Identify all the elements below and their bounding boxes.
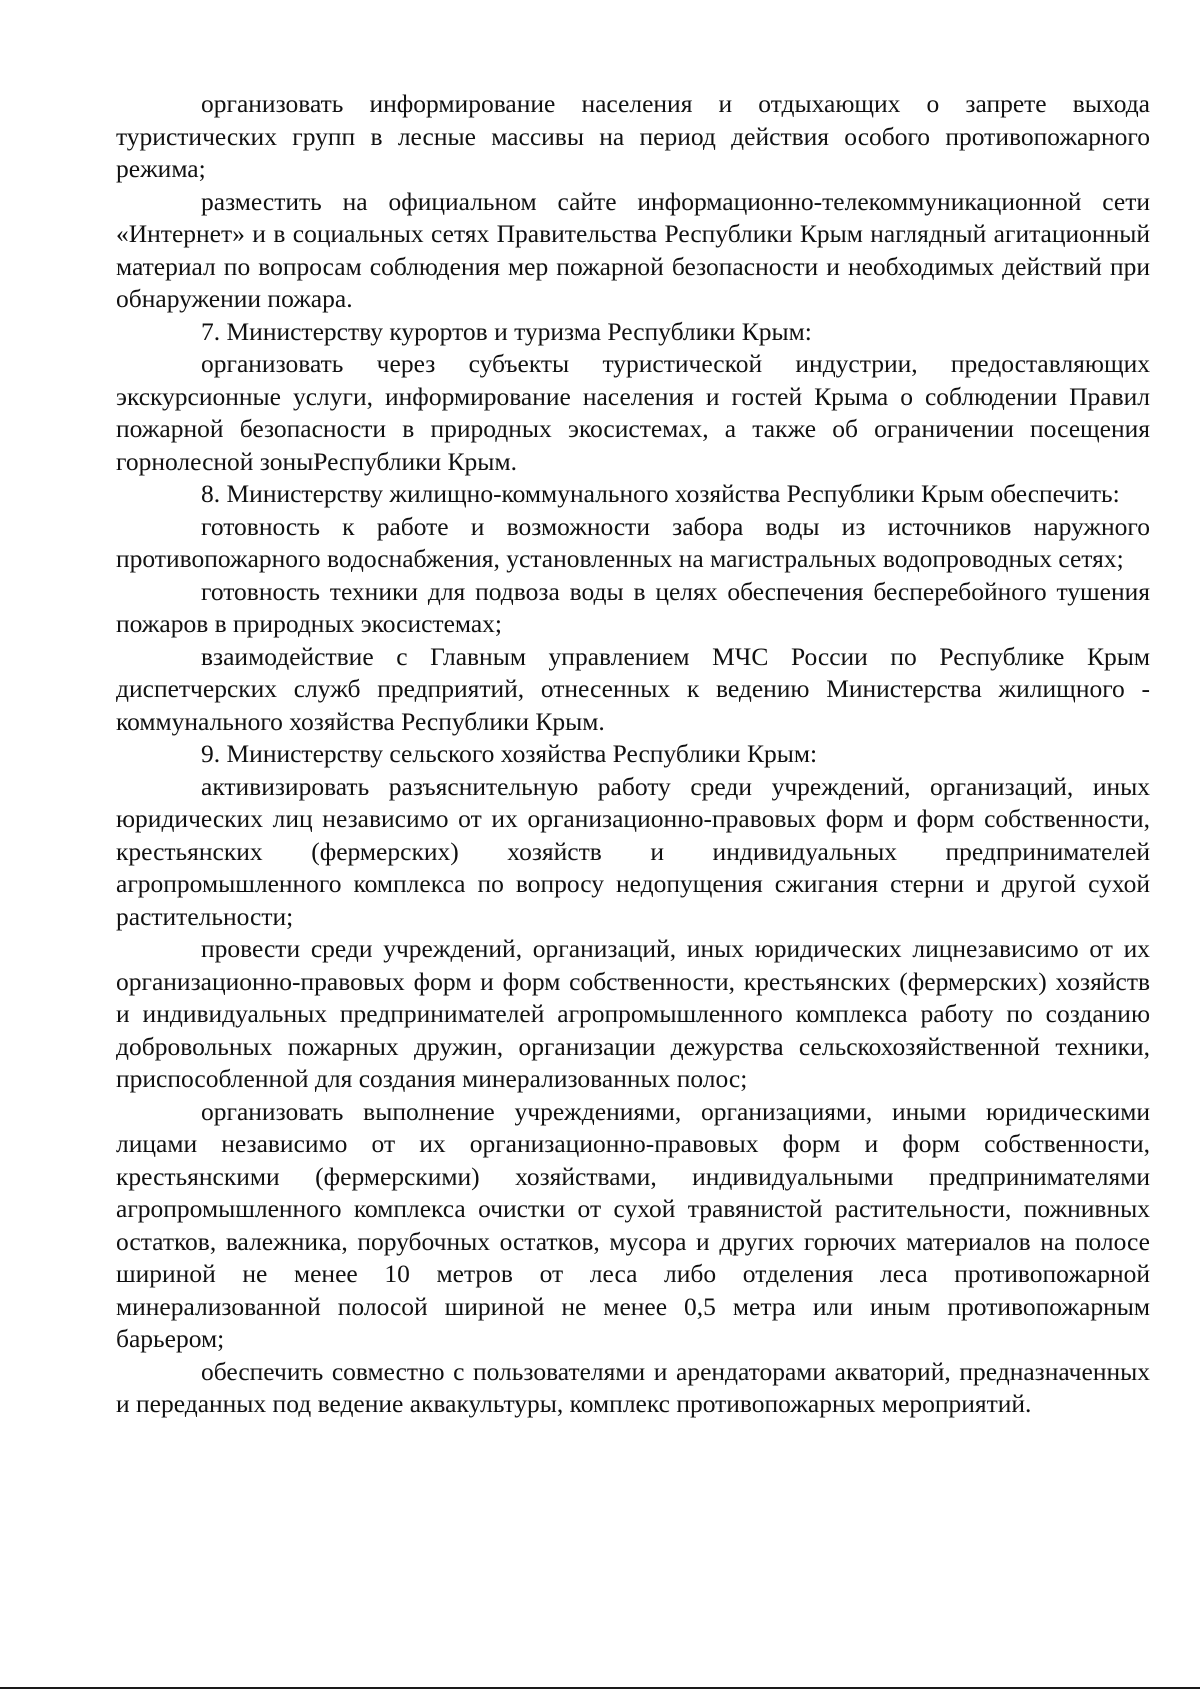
paragraph-website-materials: разместить на официальном сайте информационно-телекоммуникационной сети «Интернет» и в социальных сетях Правительства Республики Крым наглядный агитационный материал по вопросам соблюдения мер пожарной безопасности и необходимых действий при обнаружении пожара.: [116, 186, 1150, 313]
paragraph-tourism-industry: организовать через субъекты туристической индустрии, предоставляющих экскурсионные услуги, информирование населения и гостей Крыма о соблюдении Правил пожарной безопасности в природных экосистемах, а также об ограничении посещения горнолесной зоныРеспублики Крым.: [116, 349, 1150, 476]
paragraph-volunteer-fire-brigades: провести среди учреждений, организаций, иных юридических лицнезависимо от их организационно-правовых форм и форм собственности, крестьянских (фермерских) хозяйств и индивидуальных предпринимателей агропромышленного комплекса работу по созданию добровольных пожарных дружин, организации дежурства сельскохозяйственной техники, приспособленной для создания минерализованных полос;: [116, 934, 1150, 1093]
document-page: [116, 88, 1150, 1421]
paragraph-explanatory-work: активизировать разъяснительную работу среди учреждений, организаций, иных юридических лиц независимо от их организационно-правовых форм и форм собственности, крестьянских (фермерских) хозяйств и индивидуальных предпринимателей агропромышленного комплекса по вопросу недопущения сжигания стерни и другой сухой растительности;: [116, 771, 1150, 931]
paragraph-item-9-heading: 9. Министерству сельского хозяйства Республики Крым:: [201, 739, 818, 768]
paragraph-item-7-heading: 7. Министерству курортов и туризма Республики Крым:: [201, 316, 812, 346]
paragraph-informing-tourist-groups: организовать информирование населения и отдыхающих о запрете выхода туристических групп в лесные массивы на период действия особого противопожарного режима;: [116, 89, 1150, 183]
paragraph-item-8-heading: 8. Министерству жилищно-коммунального хозяйства Республики Крым обеспечить:: [201, 479, 1120, 508]
paragraph-aquaculture-measures: обеспечить совместно с пользователями и арендаторами акваторий, предназначенных и переданных под ведение аквакультуры, комплекс противопожарных мероприятий.: [116, 1356, 1150, 1418]
paragraph-water-supply-readiness: готовность к работе и возможности забора воды из источников наружного противопожарного водоснабжения, установленных на магистральных водопроводных сетях;: [116, 511, 1150, 573]
paragraph-dispatch-interaction: взаимодействие с Главным управлением МЧС России по Республике Крым диспетчерских служб предприятий, отнесенных к ведению Министерства жилищного - коммунального хозяйства Республики Крым.: [116, 641, 1150, 736]
page-bottom-divider: [0, 1687, 1200, 1689]
paragraph-vegetation-clearing: организовать выполнение учреждениями, организациями, иными юридическими лицами независимо от их организационно-правовых форм и форм собственности, крестьянскими (фермерскими) хозяйствами, индивидуальными предпринимателями агропромышленного комплекса очистки от сухой травянистой растительности, пожнивных остатков, валежника, порубочных остатков, мусора и других горючих материалов на полосе шириной не менее 10 метров от леса либо отделения леса противопожарной минерализованной полосой шириной не менее 0,5 метра или иным противопожарным барьером;: [116, 1096, 1150, 1353]
paragraph-water-delivery-equipment: готовность техники для подвоза воды в целях обеспечения бесперебойного тушения пожаров в природных экосистемах;: [116, 576, 1150, 638]
